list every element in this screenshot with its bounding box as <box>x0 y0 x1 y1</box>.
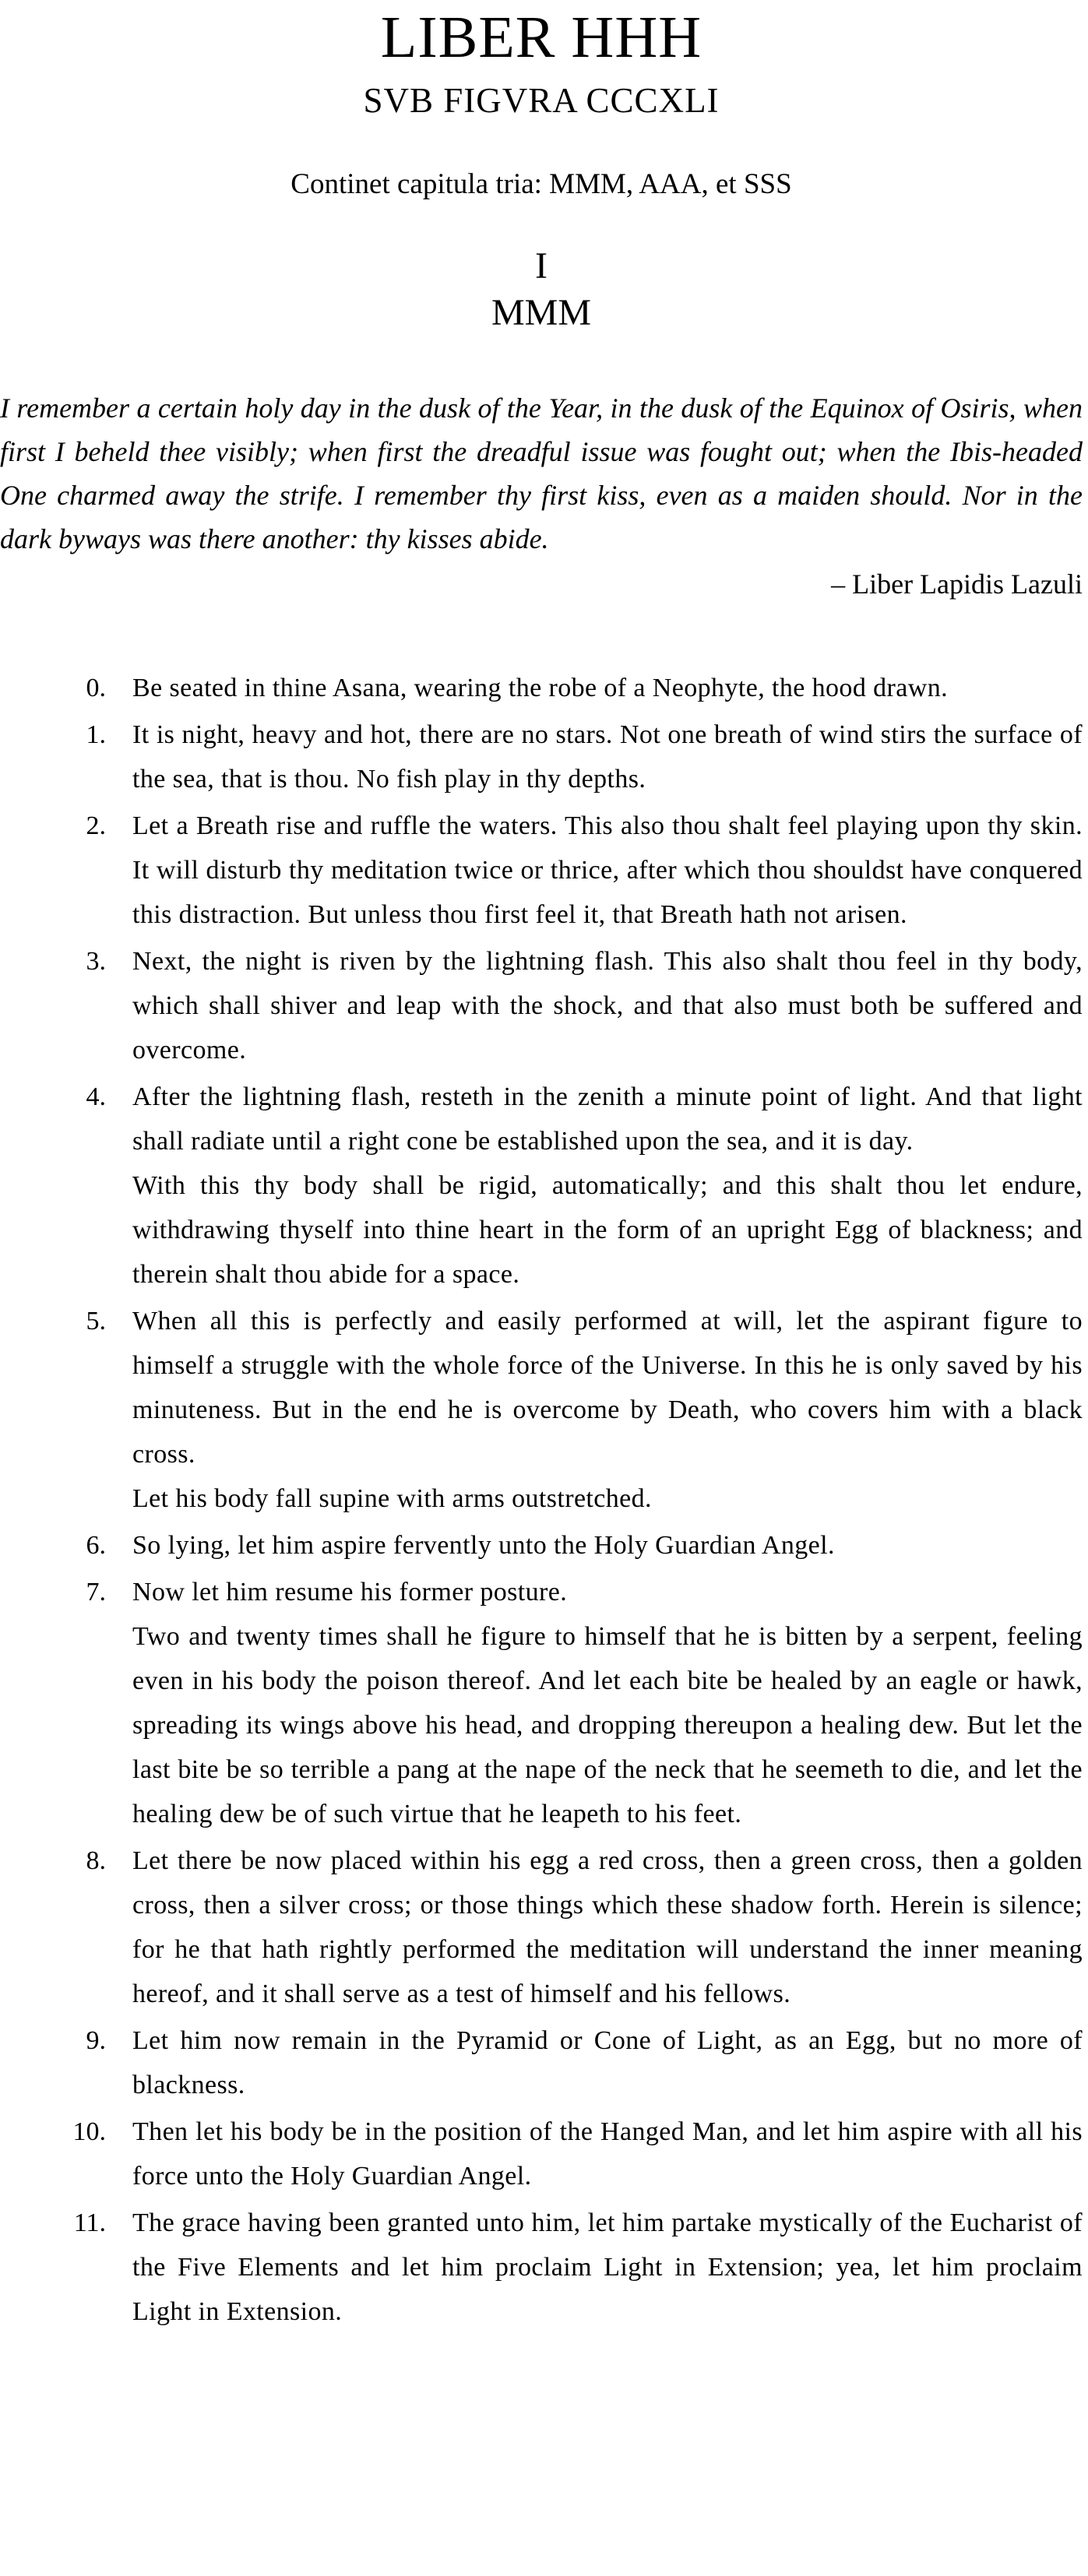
item-paragraph: It is night, heavy and hot, there are no stars. Not one breath of wind stirs the surface of the sea, that is thou. No fish play in thy depths. <box>132 720 1083 794</box>
item-number: 5. <box>86 1307 106 1336</box>
item-paragraph: After the lightning flash, resteth in the zenith a minute point of light. And that light shall radiate until a right cone be established upon the sea, and it is day. <box>132 1082 1083 1156</box>
list-item <box>0 2018 1083 2107</box>
list-item <box>0 2201 1083 2334</box>
document-title: LIBER HHH <box>380 5 702 70</box>
epigraph-text: I remember a certain holy day in the dusk of the Year, in the dusk of the Equinox of Osiris, when first I beheld thee visibly; when first the dreadful issue was fought out; when the Ibis-headed One charmed away the strife. I remember thy first kiss, even as a maiden should. Nor in the dark byways was there another: thy kisses abide. <box>0 392 1083 554</box>
list-item <box>0 1523 1083 1568</box>
list-item <box>0 713 1083 801</box>
item-paragraph: Next, the night is riven by the lightning flash. This also shalt thou feel in thy body, which shall shiver and leap with the shock, and that also must both be suffered and overcome. <box>132 947 1083 1065</box>
item-number: 3. <box>86 947 106 976</box>
item-paragraph: The grace having been granted unto him, let him partake mystically of the Eucharist of the Five Elements and let him proclaim Light in Extension; yea, let him proclaim Light in Extension. <box>132 2208 1083 2326</box>
item-number: 1. <box>86 720 106 749</box>
item-number: 6. <box>86 1531 106 1560</box>
item-number: 2. <box>86 811 106 840</box>
item-number: 11. <box>73 2208 106 2237</box>
item-paragraph: Now let him resume his former posture. <box>132 1578 568 1606</box>
item-number: 9. <box>86 2026 106 2055</box>
list-item <box>0 666 1083 710</box>
chapter-title: MMM <box>491 292 592 333</box>
item-paragraph: Then let his body be in the position of the Hanged Man, and let him aspire with all his force unto the Holy Guardian Angel. <box>132 2117 1083 2191</box>
list-item <box>0 939 1083 1072</box>
list-item <box>0 2110 1083 2198</box>
item-number: 10. <box>72 2117 106 2146</box>
list-item <box>0 1299 1083 1521</box>
item-number: 7. <box>86 1578 106 1606</box>
epigraph <box>0 386 1083 606</box>
item-paragraph: Let a Breath rise and ruffle the waters. This also thou shalt feel playing upon thy skin. It will disturb thy meditation twice or thrice, after which thou shouldst have conquered this distraction. But unless thou first feel it, that Breath hath not arisen. <box>132 811 1083 929</box>
list-item <box>0 1839 1083 2016</box>
item-paragraph: Two and twenty times shall he figure to himself that he is bitten by a serpent, feeling even in his body the poison thereof. And let each bite be healed by an eagle or hawk, spreading its wings above his head, and dropping thereupon a healing dew. But let the last bite be so terrible a pang at the nape of the neck that he seemeth to die, and let the healing dew be of such virtue that he leapeth to his feet. <box>132 1622 1083 1828</box>
epigraph-attribution: – Liber Lapidis Lazuli <box>831 568 1083 600</box>
item-number: 0. <box>86 674 106 702</box>
item-paragraph: Be seated in thine Asana, wearing the robe of a Neophyte, the hood drawn. <box>132 674 948 702</box>
item-paragraph: So lying, let him aspire fervently unto the Holy Guardian Angel. <box>132 1531 835 1560</box>
item-number: 4. <box>86 1082 106 1111</box>
rubric-line: Continet capitula tria: MMM, AAA, et SSS <box>290 168 792 200</box>
list-item <box>0 804 1083 937</box>
item-paragraph: Let him now remain in the Pyramid or Cone of Light, as an Egg, but no more of blackness. <box>132 2026 1083 2099</box>
item-paragraph: Let there be now placed within his egg a red cross, then a green cross, then a golden cross, then a silver cross; or those things which these shadow forth. Herein is silence; for he that hath rightly performed the meditation will understand the inner meaning hereof, and it shall serve as a test of himself and his fellows. <box>132 1846 1083 2008</box>
list-item <box>0 1570 1083 1836</box>
item-paragraph: Let his body fall supine with arms outstretched. <box>132 1484 652 1513</box>
chapter-number: I <box>535 245 548 287</box>
instruction-list <box>0 666 1083 2334</box>
item-number: 8. <box>86 1846 106 1875</box>
item-paragraph: When all this is perfectly and easily performed at will, let the aspirant figure to himself a struggle with the whole force of the Universe. In this he is only saved by his minuteness. But in the end he is overcome by Death, who covers him with a black cross. <box>132 1307 1083 1469</box>
list-item <box>0 1075 1083 1297</box>
item-paragraph: With this thy body shall be rigid, automatically; and this shalt thou let endure, withdrawing thyself into thine heart in the form of an upright Egg of blackness; and therein shalt thou abide for a space. <box>132 1171 1083 1289</box>
document-subtitle: SVB FIGVRA CCCXLI <box>363 81 720 120</box>
